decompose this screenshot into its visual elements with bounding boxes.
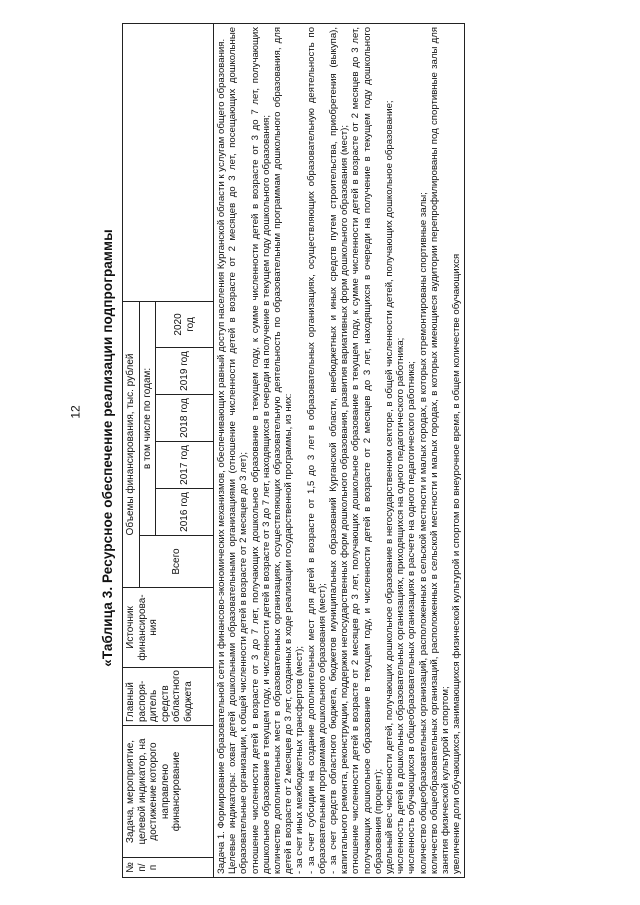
table-title: «Таблица 3. Ресурсное обеспечение реализации подпрограммы xyxy=(100,229,115,667)
header-year: 2020 год xyxy=(156,301,214,347)
body-line: численность обучающихся в общеобразовательных организациях в расчете на одного педагогического работника; xyxy=(406,361,418,874)
body-line: количество общеобразовательных организаций, расположенных в сельской местности и малых городах, в которых отремонтированы спортивные залы; xyxy=(417,192,429,874)
header-year: 2017 год xyxy=(156,442,214,489)
body-line: увеличение доли обучающихся, занимающихся физической культурой и спортом во внеурочное время, в общем количестве обучающихся xyxy=(451,253,463,874)
header-num: № п/п xyxy=(123,858,214,878)
body-line: количество общеобразовательных организаций, расположенных в сельской местности и малых городах, в которых имеющиеся аудитории перепрофилированы под спортивные залы для занятия физической культурой и спортом; xyxy=(428,26,452,874)
header-total: Всего xyxy=(139,536,214,588)
header-source: Источник финансирова-ния xyxy=(123,588,214,668)
header-year: 2016 год xyxy=(156,489,214,536)
body-line: отношение численности детей в возрасте от 2 месяцев до 3 лет, получающих дошкольное образование в текущем году, к сумме численности детей в возрасте от 2 месяцев до 3 лет, получающих дошкольное образование в текущем году, и численности детей в возрасте от 2 месяцев до 3 лет, находящихся в очереди на получение в текущем году дошкольного образования (процент); xyxy=(350,26,384,874)
header-funding-group: Объемы финансирования, тыс. рублей xyxy=(123,301,140,587)
body-line: - за счет средств областного бюджета, бюджетов муниципальных образований Курганской области, внебюджетных и иных средств путем строительства, приобретения (выкупа), капитального ремонта, реконструкции, поддержки негосударственных форм дошкольного образования, развития вариативных форм дошкольного образования (мест); xyxy=(328,26,351,874)
body-line: количество дополнительных мест в образовательных организациях, осуществляющих образовательную деятельность по образовательным программам дошкольного образования, для детей в возрасте от 2 месяцев до 3 лет, созданных в ходе реализации государственной программы, из них: xyxy=(272,26,295,874)
body-line: Целевые индикаторы: охват детей дошкольными образовательными организациями (отношение численности детей в возрасте от 2 месяцев до 3 лет, посещающих дошкольные образовательные организации, к общей численности детей в возрасте от 2 месяцев до 3 лет); xyxy=(227,26,250,874)
body-line: отношение численности детей в возрасте от 3 до 7 лет, получающих дошкольное образование в текущем году, к сумме численности детей в возрасте от 3 до 7 лет, получающих дошкольное образование в текущем году, и численности детей в возрасте от 3 до 7 лет, находящихся в очереди на получение в текущем году дошкольного образования; xyxy=(249,26,272,874)
header-manager: Главный распоря-дитель средств областного бюджета xyxy=(123,668,214,726)
page-number-text: 12 xyxy=(68,405,83,419)
body-line: удельный вес численности детей, получающих дошкольное образование в негосударственном секторе, в общей численности детей, получающих дошкольное образование; xyxy=(384,100,396,874)
body-line: - за счет субсидии на создание дополнительных мест для детей в возрасте от 1,5 до 3 лет в образовательных организациях, осуществляющих образовательную деятельность по образовательным программам дошкольного образования (мест); xyxy=(305,26,328,874)
table-body-row xyxy=(214,23,465,877)
resource-table xyxy=(122,23,465,878)
rotated-page-content xyxy=(96,18,604,878)
page-number xyxy=(69,392,83,432)
header-including-years: в том числе по годам: xyxy=(139,301,156,535)
header-task: Задача, мероприятие, целевой индикатор, на достижение которого направлено финансирование xyxy=(123,726,214,858)
body-line: Задача 1. Формирование образовательной сети и финансово-экономических механизмов, обеспечивающих равный доступ населения Курганской области к услугам общего образования. xyxy=(216,38,227,874)
header-year: 2019 год xyxy=(156,348,214,395)
body-line: численность детей в дошкольных образовательных организациях, приходящихся на одного педагогического работника; xyxy=(395,337,407,874)
body-line: - за счет иных межбюджетных трансфертов (мест); xyxy=(294,645,306,874)
header-year: 2018 год xyxy=(156,395,214,442)
task-1-cell xyxy=(214,23,465,877)
header-blank-column xyxy=(123,23,214,301)
table-header-row-1 xyxy=(123,23,140,877)
